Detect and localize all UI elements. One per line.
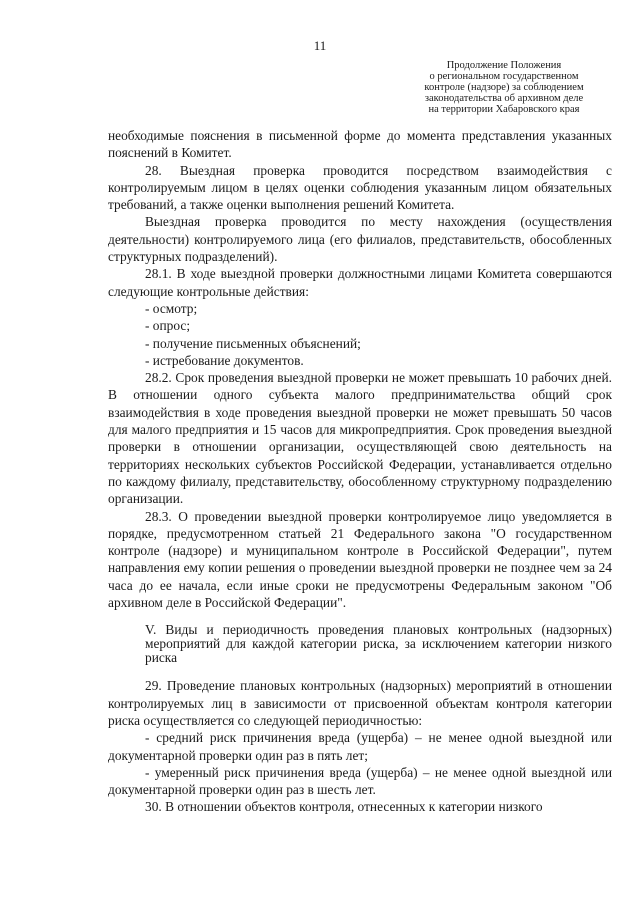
- list-item: - получение письменных объяснений;: [145, 335, 361, 351]
- document-header: [398, 60, 610, 115]
- list-item: - осмотр;: [145, 300, 198, 316]
- header-line: законодательства об архивном деле: [424, 93, 584, 104]
- header-line: на территории Хабаровского края: [428, 104, 580, 115]
- header-line: о региональном государственном: [429, 71, 579, 82]
- paragraph: - умеренный риск причинения вреда (ущерба) – не менее одной выездной или документарной проверки один раз в шесть лет.: [108, 764, 612, 798]
- paragraph: необходимые пояснения в письменной форме до момента представления указанных пояснений в Комитет.: [108, 128, 612, 161]
- paragraph: Выездная проверка проводится по месту нахождения (осуществления деятельности) контролируемого лица (его филиалов, представительств, обособленных структурных подразделений).: [108, 214, 612, 265]
- page-number: 11: [313, 38, 327, 53]
- header-line: Продолжение Положения: [446, 60, 562, 71]
- paragraph: 30. В отношении объектов контроля, отнесенных к категории низкого: [145, 799, 543, 815]
- paragraph: 28. Выездная проверка проводится посредством взаимодействия с контролируемым лицом в целях оценки соблюдения указанным лицом обязательных требований, а также оценки выполнения решений Комитета.: [108, 162, 612, 213]
- document-body: [108, 127, 612, 816]
- list-item: - истребование документов.: [145, 352, 304, 368]
- paragraph: 28.2. Срок проведения выездной проверки не может превышать 10 рабочих дней. В отношении одного субъекта малого предпринимательства общий срок взаимодействия в ходе проведения выездной проверки не может превышать 50 часов для малого предприятия и 15 часов для микропредприятия. Срок проведения выездной проверки в отношении организации, осуществляющей свою деятельность на территориях нескольких субъектов Российской Федерации, устанавливается отдельно по каждому филиалу, представительству, обособленному структурному подразделению организации.: [108, 370, 612, 507]
- list-item: - опрос;: [145, 318, 191, 334]
- paragraph: - средний риск причинения вреда (ущерба) – не менее одной выездной или документарной проверки один раз в пять лет;: [108, 730, 612, 763]
- section-heading: V. Виды и периодичность проведения плановых контрольных (надзорных) мероприятий для каждой категории риска, за исключением категории низкого риска: [145, 622, 612, 666]
- header-line: контроле (надзоре) за соблюдением: [424, 82, 584, 93]
- paragraph: 28.3. О проведении выездной проверки контролируемое лицо уведомляется в порядке, предусмотренном статьей 21 Федерального закона "О государственном контроле (надзоре) и муниципальном контроле в Российской Федерации", путем направления ему копии решения о проведении выездной проверки не позднее чем за 24 часа до ее начала, если иные сроки не предусмотрены Федеральным законом "Об архивном деле в Российской Федерации".: [108, 508, 612, 611]
- paragraph: 29. Проведение плановых контрольных (надзорных) мероприятий в отношении контролируемых лиц в зависимости от присвоенной объектам контроля категории риска осуществляется со следующей периодичностью:: [108, 678, 612, 728]
- paragraph: 28.1. В ходе выездной проверки должностными лицами Комитета совершаются следующие контрольные действия:: [108, 266, 612, 299]
